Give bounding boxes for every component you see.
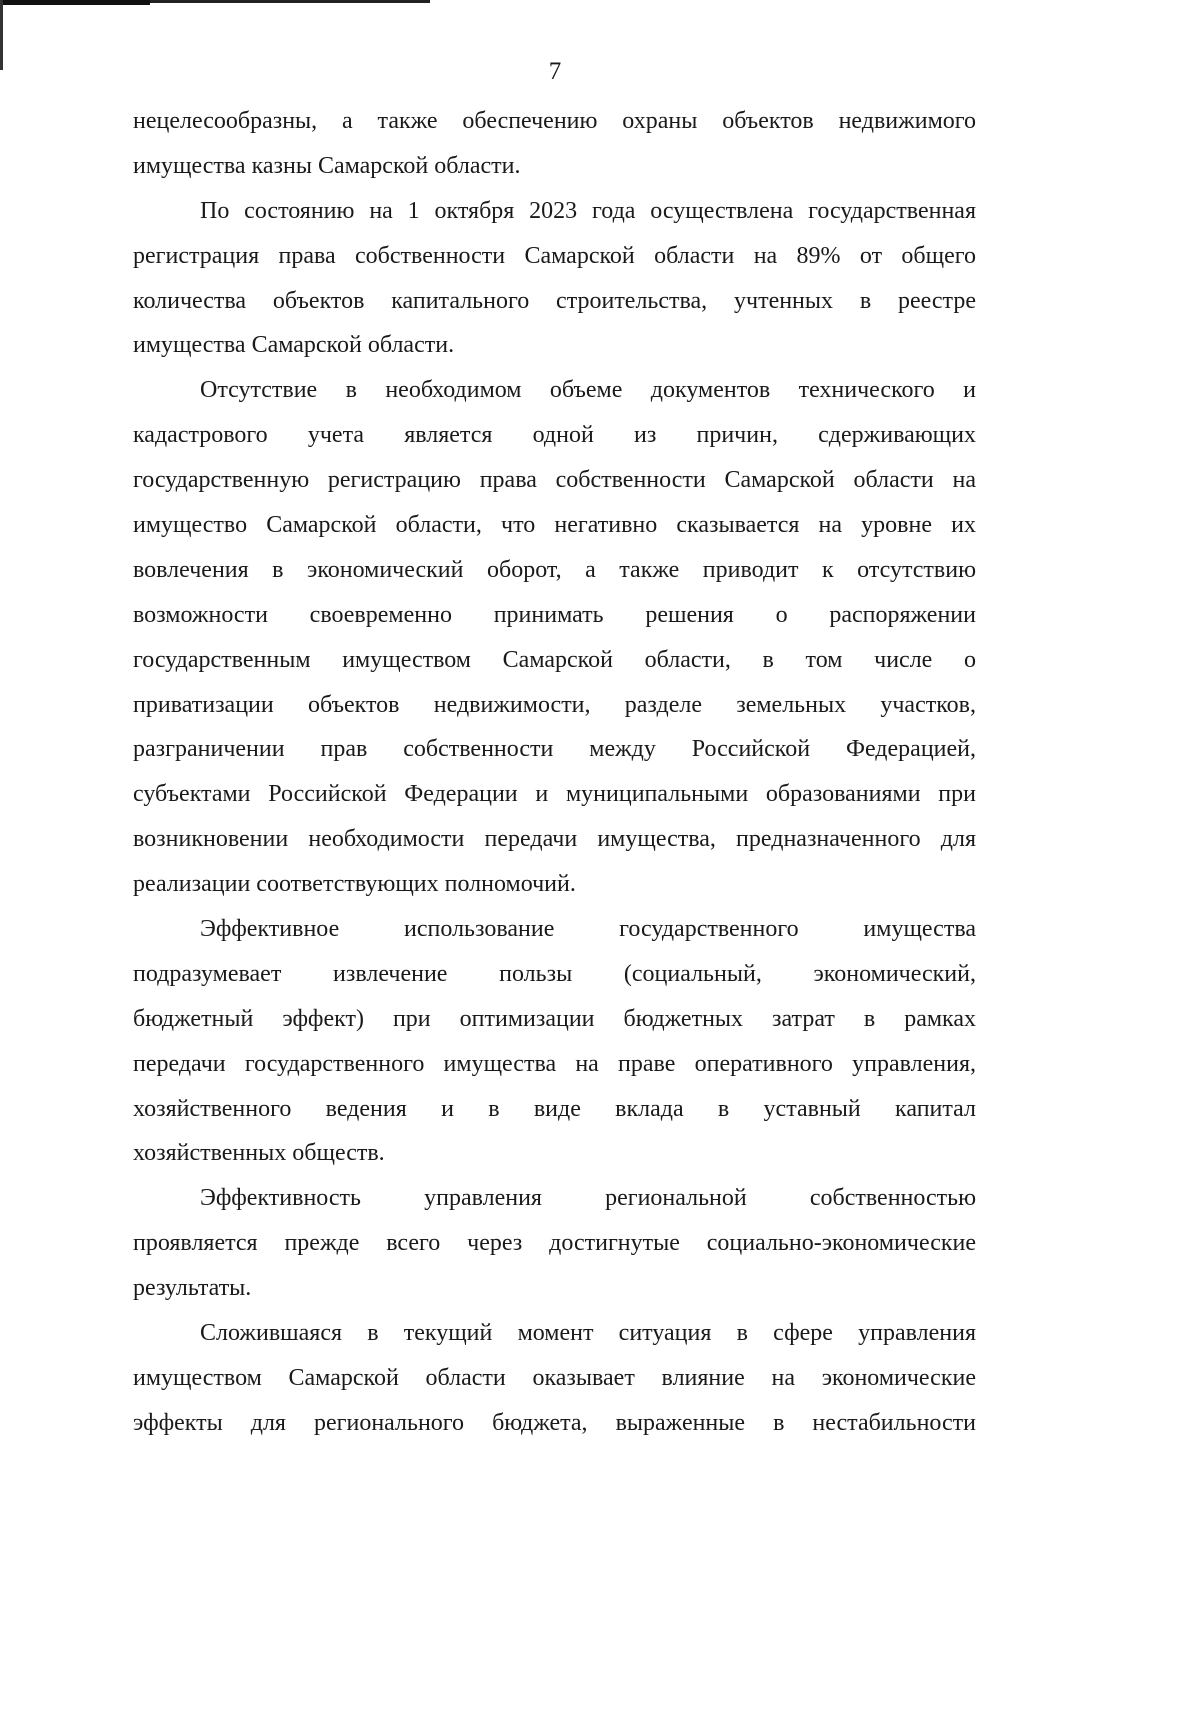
text-line: Эффективность управления региональной собственностью [200, 1185, 976, 1212]
text-line: реализации соответствующих полномочий. [133, 871, 576, 898]
text-line: результаты. [133, 1275, 252, 1302]
text-line: имущество Самарской области, что негативно сказывается на уровне их [133, 512, 976, 539]
paragraph [133, 368, 976, 907]
paragraph [133, 1176, 976, 1311]
scan-artifact-top-edge [0, 0, 150, 5]
paragraph [133, 99, 976, 189]
text-line: проявляется прежде всего через достигнутые социально-экономические [133, 1230, 976, 1257]
paragraph [133, 1311, 976, 1446]
paragraph [133, 907, 976, 1176]
text-line: государственным имуществом Самарской области, в том числе о [133, 646, 976, 673]
text-line: возможности своевременно принимать решения о распоряжении [133, 601, 976, 628]
text-line: субъектами Российской Федерации и муниципальными образованиями при [133, 781, 976, 808]
text-line: имущества Самарской области. [133, 332, 455, 359]
text-line: регистрация права собственности Самарской области на 89% от общего [133, 242, 976, 269]
text-line: хозяйственного ведения и в виде вклада в уставный капитал [133, 1095, 976, 1122]
text-line: передачи государственного имущества на праве оперативного управления, [133, 1050, 976, 1077]
text-line: разграничении прав собственности между Российской Федерацией, [133, 736, 976, 763]
text-line: кадастрового учета является одной из причин, сдерживающих [133, 422, 976, 449]
text-line: имущества казны Самарской области. [133, 152, 521, 179]
text-line: По состоянию на 1 октября 2023 года осуществлена государственная [200, 197, 976, 224]
paragraph [133, 189, 976, 369]
text-line: бюджетный эффект) при оптимизации бюджетных затрат в рамках [133, 1005, 976, 1032]
text-line: хозяйственных обществ. [133, 1140, 385, 1167]
text-line: количества объектов капитального строительства, учтенных в реестре [133, 287, 976, 314]
text-line: государственную регистрацию права собственности Самарской области на [133, 467, 976, 494]
page-number: 7 [548, 58, 562, 85]
text-line: вовлечения в экономический оборот, а также приводит к отсутствию [133, 556, 976, 583]
text-line: Сложившаяся в текущий момент ситуация в сфере управления [200, 1320, 976, 1347]
text-line: подразумевает извлечение пользы (социальный, экономический, [133, 960, 976, 987]
text-line: приватизации объектов недвижимости, разделе земельных участков, [133, 691, 976, 718]
text-line: Отсутствие в необходимом объеме документов технического и [200, 377, 976, 404]
text-line: эффекты для регионального бюджета, выраженные в нестабильности [133, 1409, 976, 1436]
text-line: Эффективное использование государственного имущества [200, 916, 976, 943]
text-line: нецелесообразны, а также обеспечению охраны объектов недвижимого [133, 108, 976, 134]
document-body [133, 99, 976, 1446]
text-line: возникновении необходимости передачи имущества, предназначенного для [133, 826, 976, 853]
text-line: имуществом Самарской области оказывает влияние на экономические [133, 1364, 976, 1391]
